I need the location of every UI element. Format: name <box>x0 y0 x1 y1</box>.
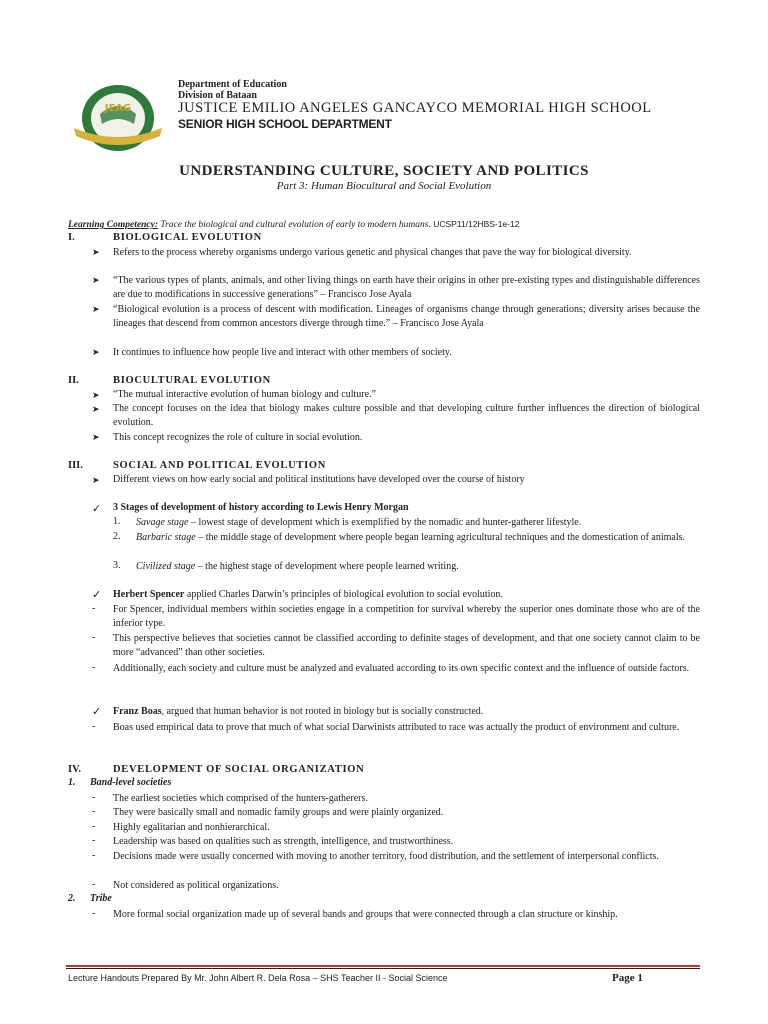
subsection-1-number: 1. <box>68 777 76 788</box>
spencer-point-1: For Spencer, individual members within societies engage in a competition for survival whereby the superior ones dominate those who are of the inferior type. <box>113 604 700 630</box>
boas-text: , argued that human behavior is not rooted in biology but is socially constructed. <box>161 706 484 717</box>
band-point-4: Leadership was based on qualities such as strength, intelligence, and trustworthiness. <box>113 836 454 847</box>
subsection-2-title: Tribe <box>90 893 112 904</box>
band-point-2: They were basically small and nomadic family groups and were plainly organized. <box>113 807 444 818</box>
department-name: SENIOR HIGH SCHOOL DEPARTMENT <box>178 117 392 131</box>
checkmark-icon: ✓ <box>92 502 102 515</box>
band-point-1: The earliest societies which comprised of the hunters-gatherers. <box>113 793 368 804</box>
section-1-number: I. <box>68 232 75 243</box>
s2-bullet-2: The concept focuses on the idea that biology makes culture possible and that developing culture further influences the direction of biological evolution. <box>113 403 700 429</box>
logo-text: JEAG <box>104 103 132 114</box>
footer-rule-black <box>66 968 700 969</box>
dept-education: Department of Education <box>178 79 287 90</box>
subsection-2-number: 2. <box>68 893 76 904</box>
document-subtitle: Part 3: Human Biocultural and Social Evolution <box>276 180 492 192</box>
morgan-heading: 3 Stages of development of history according to Lewis Henry Morgan <box>113 502 409 513</box>
dash-bullet: - <box>92 835 96 846</box>
dash-bullet: - <box>92 632 96 643</box>
checkmark-icon: ✓ <box>92 588 102 601</box>
boas-heading <box>113 705 700 719</box>
band-point-3: Highly egalitarian and nonhierarchical. <box>113 822 270 833</box>
header-lines <box>178 79 287 101</box>
section-2-number: II. <box>68 375 79 386</box>
list-number: 2. <box>113 531 121 542</box>
boas-point-1: Boas used empirical data to prove that much of what social Darwinists attributed to race was actually the product of environment and culture. <box>113 722 680 733</box>
spencer-heading <box>113 588 700 602</box>
arrow-bullet-icon: ➤ <box>92 348 100 358</box>
section-3-title: SOCIAL AND POLITICAL EVOLUTION <box>113 460 327 471</box>
dash-bullet: - <box>92 721 96 732</box>
s2-bullet-1: “The mutual interactive evolution of human biology and culture.” <box>113 389 376 400</box>
school-name: JUSTICE EMILIO ANGELES GANCAYCO MEMORIAL HIGH SCHOOL <box>178 100 652 116</box>
s1-bullet-1: Refers to the process whereby organisms undergo various genetic and physical changes that pave the way for biological diversity. <box>113 247 632 258</box>
s2-bullet-3: This concept recognizes the role of culture in social evolution. <box>113 432 363 443</box>
page-number: Page 1 <box>612 972 643 984</box>
boas-name: Franz Boas <box>113 706 162 717</box>
spencer-point-2: This perspective believes that societies cannot be classified according to definite stages of development, and that one society cannot claim to be more “advanced” than other societies. <box>113 633 700 659</box>
footer-credit: Lecture Handouts Prepared By Mr. John Albert R. Dela Rosa – SHS Teacher II - Social Science <box>68 973 448 983</box>
stage-3-name: Civilized stage <box>136 561 196 572</box>
dash-bullet: - <box>92 806 96 817</box>
lc-label: Learning Competency: <box>68 220 158 230</box>
spencer-name: Herbert Spencer <box>113 589 185 600</box>
morgan-stage-1 <box>136 516 700 530</box>
arrow-bullet-icon: ➤ <box>92 276 100 286</box>
stage-1-text: – lowest stage of development which is exemplified by the nomadic and hunter-gatherer lifestyle. <box>188 517 582 528</box>
dash-bullet: - <box>92 908 96 919</box>
document-title: UNDERSTANDING CULTURE, SOCIETY AND POLITICS <box>179 163 589 179</box>
section-2-title: BIOCULTURAL EVOLUTION <box>113 375 271 386</box>
morgan-stage-2 <box>136 531 700 545</box>
s1-bullet-4: It continues to influence how people live and interact with other members of society. <box>113 347 452 358</box>
stage-1-name: Savage stage <box>136 517 189 528</box>
arrow-bullet-icon: ➤ <box>92 476 100 486</box>
list-number: 3. <box>113 560 121 571</box>
stage-2-name: Barbaric stage <box>136 532 196 543</box>
morgan-stage-3 <box>136 560 700 574</box>
dash-bullet: - <box>92 792 96 803</box>
stage-3-text: – the highest stage of development where people learned writing. <box>195 561 459 572</box>
dash-bullet: - <box>92 662 96 673</box>
dash-bullet: - <box>92 603 96 614</box>
band-point-5: Decisions made were usually concerned with moving to another territory, food distribution, and the settlement of interpersonal conflicts. <box>113 851 659 862</box>
tribe-point-1: More formal social organization made up of several bands and groups that were connected through a clan structure or kinship. <box>113 909 618 920</box>
arrow-bullet-icon: ➤ <box>92 391 100 401</box>
arrow-bullet-icon: ➤ <box>92 405 100 415</box>
arrow-bullet-icon: ➤ <box>92 248 100 258</box>
section-3-number: III. <box>68 460 83 471</box>
s1-bullet-2: “The various types of plants, animals, and other living things on earth have their origins in other pre-existing types and distinguishable differences are due to modifications in successive generations” – Francisco Jose Ayala <box>113 275 700 301</box>
dash-bullet: - <box>92 821 96 832</box>
band-point-6: Not considered as political organizations. <box>113 880 279 891</box>
dash-bullet: - <box>92 879 96 890</box>
dash-bullet: - <box>92 850 96 861</box>
lc-text: Trace the biological and cultural evolution of early to modern humans. <box>160 220 431 230</box>
list-number: 1. <box>113 516 121 527</box>
stage-2-text: – the middle stage of development where people began learning agricultural techniques and the domestication of animals. <box>195 532 686 543</box>
spencer-text: applied Charles Darwin’s principles of biological evolution to social evolution. <box>184 589 503 600</box>
subsection-1-title: Band-level societies <box>90 777 172 788</box>
school-logo <box>64 80 172 156</box>
section-1-title: BIOLOGICAL EVOLUTION <box>113 232 262 243</box>
arrow-bullet-icon: ➤ <box>92 305 100 315</box>
s3-bullet-1: Different views on how early social and political institutions have developed over the course of history <box>113 474 525 485</box>
checkmark-icon: ✓ <box>92 705 102 718</box>
footer-rule-red <box>66 965 700 967</box>
arrow-bullet-icon: ➤ <box>92 433 100 443</box>
s1-bullet-3: “Biological evolution is a process of descent with modification. Lineages of organisms change through generations; diversity arises because the lineages that descend from common ancestors diverge through time.” – Francisco Jose Ayala <box>113 304 700 330</box>
spencer-point-3: Additionally, each society and culture must be analyzed and evaluated according to its own specific context and the influence of outside factors. <box>113 663 690 674</box>
division: Division of Bataan <box>178 90 257 101</box>
section-4-number: IV. <box>68 764 81 775</box>
lc-code: UCSP11/12HBS-1e-12 <box>433 219 520 229</box>
learning-competency <box>68 219 520 230</box>
section-4-title: DEVELOPMENT OF SOCIAL ORGANIZATION <box>113 764 365 775</box>
